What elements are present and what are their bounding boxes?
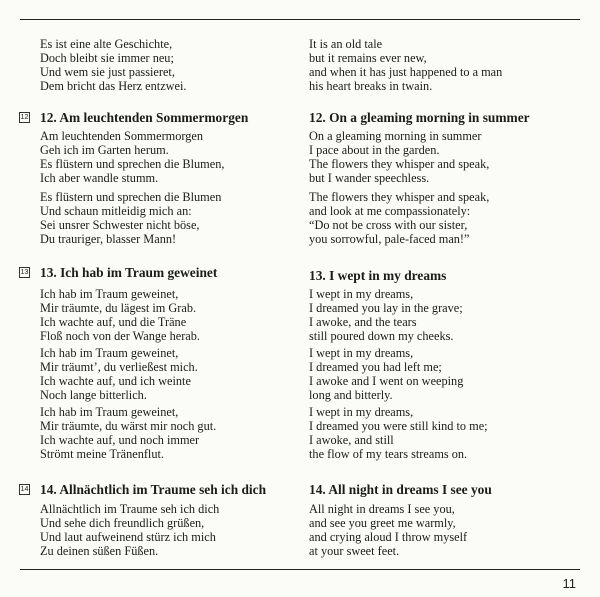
- verse-line-en: The flowers they whisper and speak,: [309, 157, 490, 171]
- verse-line-de: Du trauriger, blasser Mann!: [40, 232, 177, 246]
- verse-line-en: and look at me compassionately:: [309, 204, 471, 218]
- verse-line-en: long and bitterly.: [309, 388, 393, 402]
- verse-line-en: you sorrowful, pale-faced man!”: [309, 232, 470, 246]
- verse-line-en: All night in dreams I see you,: [309, 502, 455, 516]
- verse-line-en: I dreamed you lay in the grave;: [309, 301, 463, 315]
- song-title-de: 12. Am leuchtenden Sommermorgen: [40, 110, 249, 125]
- verse-line-en: and crying aloud I throw myself: [309, 530, 468, 544]
- verse-line-de: Noch lange bitterlich.: [40, 388, 147, 402]
- verse-line-en: but I wander speechless.: [309, 171, 430, 185]
- verse-line-en: I dreamed you were still kind to me;: [309, 419, 488, 433]
- page-number: 11: [562, 576, 576, 591]
- verse-line-de: Mir träumt’, du verließest mich.: [40, 360, 198, 374]
- verse-line-en: I pace about in the garden.: [309, 143, 440, 157]
- verse-line-en: I wept in my dreams,: [309, 405, 414, 419]
- verse-line-de: Und laut aufweinend stürz ich mich: [40, 530, 216, 544]
- song-title-en: 13. I wept in my dreams: [309, 268, 447, 283]
- verse-line-en: and see you greet me warmly,: [309, 516, 456, 530]
- track-number-box: 12: [20, 114, 29, 121]
- verse-line-en: still poured down my cheeks.: [309, 329, 454, 343]
- verse-line-de: Es flüstern und sprechen die Blumen: [40, 190, 222, 204]
- verse-line-de: Ich hab im Traum geweinet,: [40, 346, 179, 360]
- verse-line-de: Strömt meine Tränenflut.: [40, 447, 164, 461]
- verse-line-de: Mir träumte, du wärst mir noch gut.: [40, 419, 217, 433]
- verse-line-de: Zu deinen süßen Füßen.: [40, 544, 159, 558]
- top-rule: [20, 19, 580, 20]
- verse-line-en: I dreamed you had left me;: [309, 360, 442, 374]
- song-title-en: 14. All night in dreams I see you: [309, 482, 492, 497]
- verse-line-de: Am leuchtenden Sommermorgen: [40, 129, 204, 143]
- verse-line-en: “Do not be cross with our sister,: [309, 218, 468, 232]
- bottom-rule: [20, 569, 580, 570]
- verse-line-en: and when it has just happened to a man: [309, 65, 503, 79]
- verse-line-de: Doch bleibt sie immer neu;: [40, 51, 174, 65]
- verse-line-de: Es ist eine alte Geschichte,: [40, 37, 173, 51]
- song-title-en: 12. On a gleaming morning in summer: [309, 110, 530, 125]
- verse-line-de: Floß noch von der Wange herab.: [40, 329, 200, 343]
- verse-line-de: Und wem sie just passieret,: [40, 65, 175, 79]
- verse-line-en: but it remains ever new,: [309, 51, 427, 65]
- verse-line-en: I awoke and I went on weeping: [309, 374, 464, 388]
- verse-line-en: I wept in my dreams,: [309, 346, 414, 360]
- verse-line-de: Und sehe dich freundlich grüßen,: [40, 516, 205, 530]
- verse-line-de: Allnächtlich im Traume seh ich dich: [40, 502, 220, 516]
- track-number-box: 14: [20, 486, 29, 493]
- verse-line-de: Ich wachte auf, und die Träne: [40, 315, 187, 329]
- verse-line-en: at your sweet feet.: [309, 544, 400, 558]
- verse-line-de: Und schaun mitleidig mich an:: [40, 204, 192, 218]
- verse-line-de: Es flüstern und sprechen die Blumen,: [40, 157, 225, 171]
- verse-line-en: I wept in my dreams,: [309, 287, 414, 301]
- verse-line-de: Ich hab im Traum geweinet,: [40, 287, 179, 301]
- verse-line-en: I awoke, and still: [309, 433, 394, 447]
- verse-line-de: Ich aber wandle stumm.: [40, 171, 159, 185]
- verse-line-en: The flowers they whisper and speak,: [309, 190, 490, 204]
- verse-line-de: Ich wachte auf, und ich weinte: [40, 374, 191, 388]
- song-title-de: 14. Allnächtlich im Traume seh ich dich: [40, 482, 267, 497]
- verse-line-en: It is an old tale: [309, 37, 383, 51]
- verse-line-de: Ich hab im Traum geweinet,: [40, 405, 179, 419]
- verse-line-de: Ich wachte auf, und noch immer: [40, 433, 200, 447]
- verse-line-de: Mir träumte, du lägest im Grab.: [40, 301, 197, 315]
- verse-line-en: his heart breaks in twain.: [309, 79, 433, 93]
- verse-line-en: the flow of my tears streams on.: [309, 447, 468, 461]
- verse-line-en: I awoke, and the tears: [309, 315, 417, 329]
- track-number-box: 13: [20, 269, 29, 276]
- verse-line-de: Geh ich im Garten herum.: [40, 143, 169, 157]
- verse-line-de: Dem bricht das Herz entzwei.: [40, 79, 187, 93]
- verse-line-de: Sei unsrer Schwester nicht böse,: [40, 218, 200, 232]
- song-title-de: 13. Ich hab im Traum geweinet: [40, 265, 218, 280]
- verse-line-en: On a gleaming morning in summer: [309, 129, 482, 143]
